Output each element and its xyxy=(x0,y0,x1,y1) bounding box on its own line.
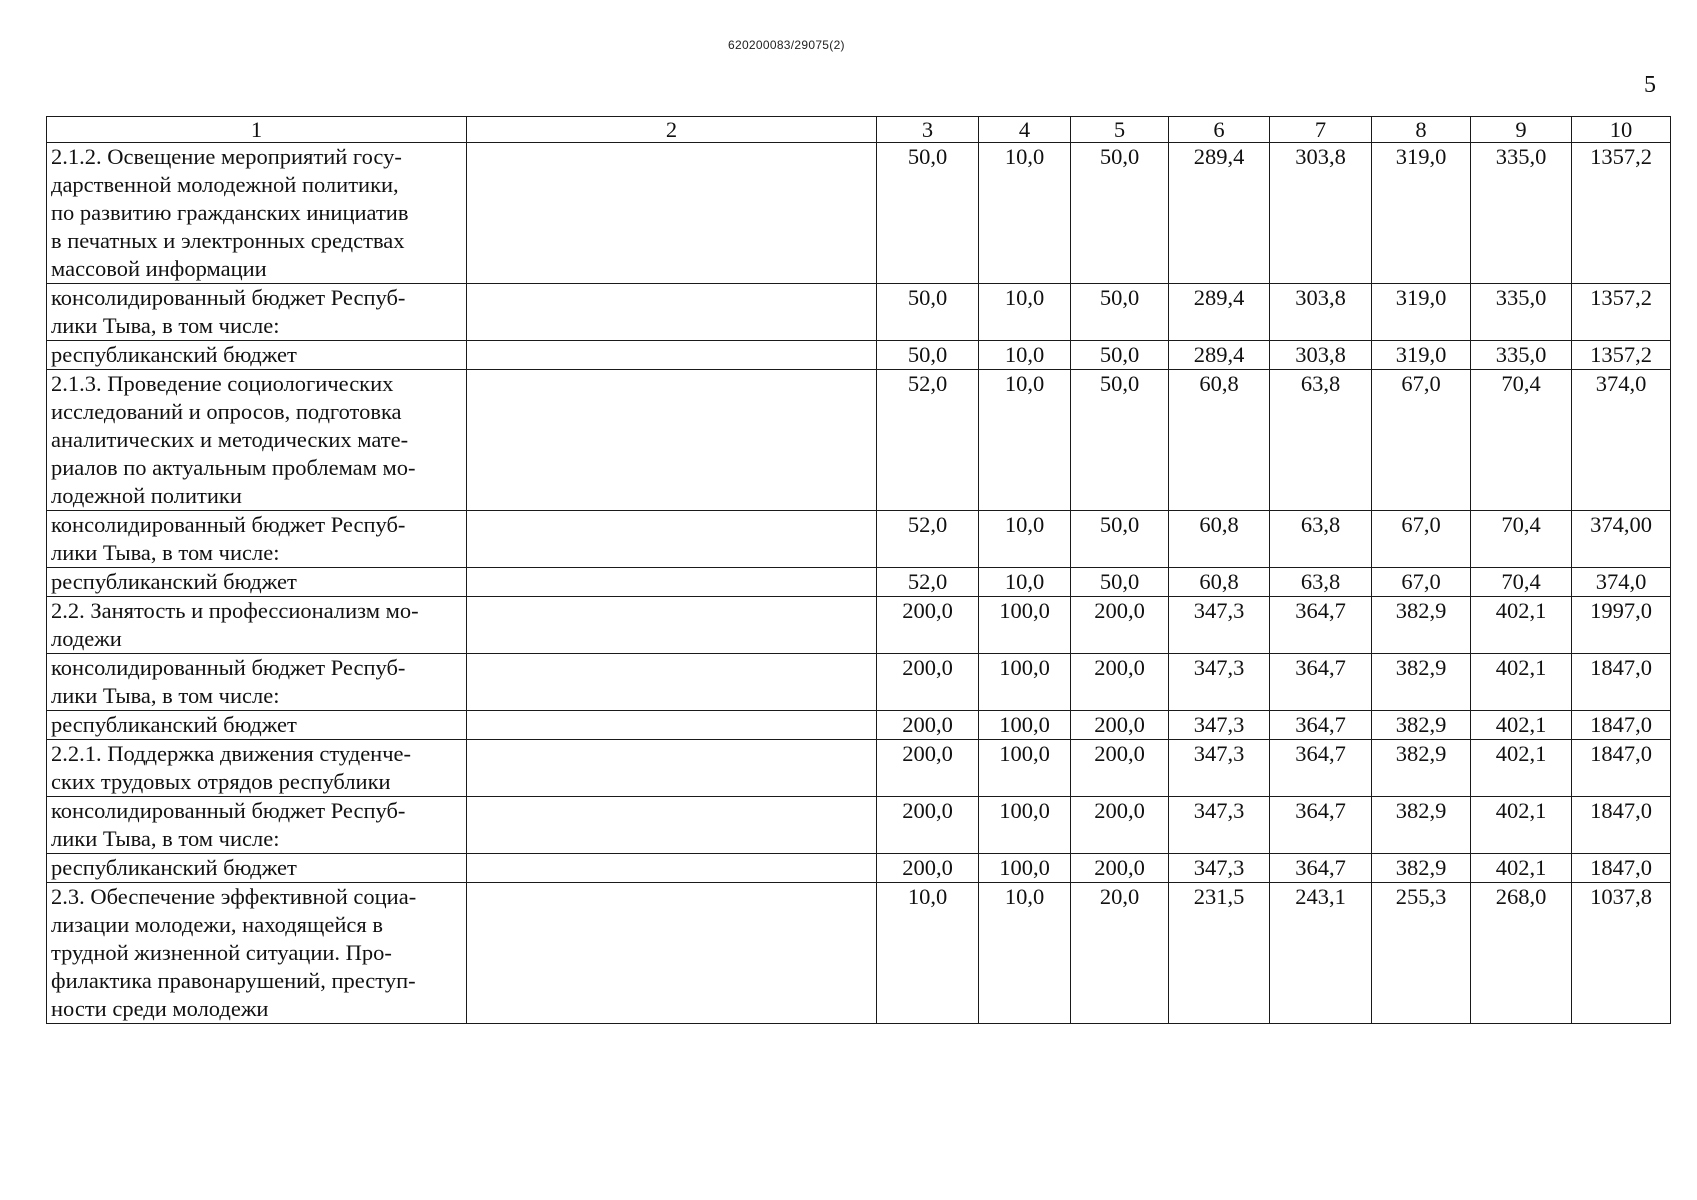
row-label-line: 2.1.3. Проведение социологических xyxy=(51,371,394,396)
row-label-line: консолидированный бюджет Респуб- xyxy=(51,285,406,310)
value-cell: 200,0 xyxy=(877,797,979,854)
row-label xyxy=(47,341,467,370)
value-cell: 374,0 xyxy=(1572,568,1671,597)
table-row xyxy=(47,284,1671,341)
column-header: 1 xyxy=(47,117,467,143)
row-col2-cell xyxy=(467,797,877,854)
value-cell: 50,0 xyxy=(877,284,979,341)
value-cell: 10,0 xyxy=(877,883,979,1024)
row-label xyxy=(47,284,467,341)
row-col2-cell xyxy=(467,654,877,711)
row-label-line: лики Тыва, в том числе: xyxy=(51,540,280,565)
row-label-line: лизации молодежи, находящейся в xyxy=(51,912,383,937)
row-label-line: ности среди молодежи xyxy=(51,996,269,1021)
row-col2-cell xyxy=(467,597,877,654)
row-label-line: 2.1.2. Освещение мероприятий госу- xyxy=(51,144,402,169)
row-col2-cell xyxy=(467,511,877,568)
value-cell: 374,0 xyxy=(1572,370,1671,511)
value-cell: 200,0 xyxy=(1071,797,1169,854)
row-label xyxy=(47,711,467,740)
row-label xyxy=(47,654,467,711)
value-cell: 20,0 xyxy=(1071,883,1169,1024)
table-row xyxy=(47,797,1671,854)
value-cell: 50,0 xyxy=(1071,511,1169,568)
row-label-line: 2.2.1. Поддержка движения студенче- xyxy=(51,741,412,766)
value-cell: 10,0 xyxy=(979,568,1071,597)
table-row xyxy=(47,341,1671,370)
table-row xyxy=(47,597,1671,654)
value-cell: 1847,0 xyxy=(1572,654,1671,711)
row-col2-cell xyxy=(467,711,877,740)
value-cell: 200,0 xyxy=(877,654,979,711)
value-cell: 289,4 xyxy=(1169,143,1270,284)
row-label-line: лодежной политики xyxy=(51,483,242,508)
value-cell: 100,0 xyxy=(979,797,1071,854)
value-cell: 1847,0 xyxy=(1572,740,1671,797)
row-label-line: массовой информации xyxy=(51,256,267,281)
row-label-line: дарственной молодежной политики, xyxy=(51,172,399,197)
value-cell: 303,8 xyxy=(1270,284,1372,341)
row-label-line: исследований и опросов, подготовка xyxy=(51,399,402,424)
value-cell: 70,4 xyxy=(1471,511,1572,568)
row-label xyxy=(47,597,467,654)
value-cell: 402,1 xyxy=(1471,711,1572,740)
row-label-line: лики Тыва, в том числе: xyxy=(51,826,280,851)
value-cell: 70,4 xyxy=(1471,370,1572,511)
value-cell: 1357,2 xyxy=(1572,341,1671,370)
row-label-line: лики Тыва, в том числе: xyxy=(51,683,280,708)
table-row xyxy=(47,143,1671,284)
row-label-line: лики Тыва, в том числе: xyxy=(51,313,280,338)
value-cell: 100,0 xyxy=(979,654,1071,711)
column-header: 3 xyxy=(877,117,979,143)
value-cell: 70,4 xyxy=(1471,568,1572,597)
value-cell: 100,0 xyxy=(979,854,1071,883)
value-cell: 364,7 xyxy=(1270,654,1372,711)
value-cell: 402,1 xyxy=(1471,740,1572,797)
value-cell: 319,0 xyxy=(1372,143,1471,284)
column-header: 9 xyxy=(1471,117,1572,143)
value-cell: 303,8 xyxy=(1270,341,1372,370)
value-cell: 52,0 xyxy=(877,370,979,511)
row-col2-cell xyxy=(467,568,877,597)
row-label xyxy=(47,511,467,568)
row-label xyxy=(47,740,467,797)
row-label-line: 2.2. Занятость и профессионализм мо- xyxy=(51,598,419,623)
value-cell: 289,4 xyxy=(1169,341,1270,370)
value-cell: 200,0 xyxy=(877,597,979,654)
value-cell: 100,0 xyxy=(979,597,1071,654)
column-header: 6 xyxy=(1169,117,1270,143)
table-row xyxy=(47,883,1671,1024)
value-cell: 347,3 xyxy=(1169,654,1270,711)
value-cell: 1847,0 xyxy=(1572,711,1671,740)
value-cell: 303,8 xyxy=(1270,143,1372,284)
value-cell: 347,3 xyxy=(1169,711,1270,740)
value-cell: 289,4 xyxy=(1169,284,1270,341)
value-cell: 347,3 xyxy=(1169,597,1270,654)
value-cell: 63,8 xyxy=(1270,511,1372,568)
value-cell: 50,0 xyxy=(1071,284,1169,341)
value-cell: 200,0 xyxy=(877,740,979,797)
table-header-row xyxy=(47,117,1671,143)
value-cell: 382,9 xyxy=(1372,740,1471,797)
value-cell: 100,0 xyxy=(979,711,1071,740)
budget-table xyxy=(46,116,1671,1024)
row-col2-cell xyxy=(467,854,877,883)
value-cell: 319,0 xyxy=(1372,284,1471,341)
row-label xyxy=(47,370,467,511)
row-label-line: республиканский бюджет xyxy=(51,342,297,367)
value-cell: 402,1 xyxy=(1471,597,1572,654)
value-cell: 1357,2 xyxy=(1572,143,1671,284)
value-cell: 382,9 xyxy=(1372,854,1471,883)
value-cell: 50,0 xyxy=(877,143,979,284)
value-cell: 231,5 xyxy=(1169,883,1270,1024)
document-id: 620200083/29075(2) xyxy=(728,38,845,52)
value-cell: 10,0 xyxy=(979,341,1071,370)
row-label xyxy=(47,568,467,597)
row-label-line: ских трудовых отрядов республики xyxy=(51,769,391,794)
column-header: 4 xyxy=(979,117,1071,143)
row-label-line: консолидированный бюджет Респуб- xyxy=(51,512,406,537)
value-cell: 10,0 xyxy=(979,143,1071,284)
column-header: 5 xyxy=(1071,117,1169,143)
value-cell: 1037,8 xyxy=(1572,883,1671,1024)
table-row xyxy=(47,654,1671,711)
value-cell: 255,3 xyxy=(1372,883,1471,1024)
value-cell: 364,7 xyxy=(1270,711,1372,740)
value-cell: 200,0 xyxy=(1071,711,1169,740)
value-cell: 335,0 xyxy=(1471,143,1572,284)
row-col2-cell xyxy=(467,883,877,1024)
value-cell: 335,0 xyxy=(1471,341,1572,370)
value-cell: 364,7 xyxy=(1270,740,1372,797)
value-cell: 200,0 xyxy=(1071,740,1169,797)
row-label-line: трудной жизненной ситуации. Про- xyxy=(51,940,392,965)
value-cell: 382,9 xyxy=(1372,654,1471,711)
value-cell: 50,0 xyxy=(1071,568,1169,597)
row-label-line: республиканский бюджет xyxy=(51,569,297,594)
row-label-line: консолидированный бюджет Респуб- xyxy=(51,655,406,680)
value-cell: 347,3 xyxy=(1169,854,1270,883)
value-cell: 268,0 xyxy=(1471,883,1572,1024)
value-cell: 50,0 xyxy=(1071,143,1169,284)
row-label-line: филактика правонарушений, преступ- xyxy=(51,968,416,993)
value-cell: 67,0 xyxy=(1372,568,1471,597)
table-row xyxy=(47,854,1671,883)
row-label xyxy=(47,883,467,1024)
row-label-line: лодежи xyxy=(51,626,122,651)
value-cell: 100,0 xyxy=(979,740,1071,797)
value-cell: 382,9 xyxy=(1372,797,1471,854)
value-cell: 364,7 xyxy=(1270,597,1372,654)
value-cell: 364,7 xyxy=(1270,854,1372,883)
column-header: 2 xyxy=(467,117,877,143)
value-cell: 67,0 xyxy=(1372,370,1471,511)
row-col2-cell xyxy=(467,143,877,284)
value-cell: 319,0 xyxy=(1372,341,1471,370)
value-cell: 52,0 xyxy=(877,568,979,597)
table-row xyxy=(47,370,1671,511)
table-row xyxy=(47,511,1671,568)
value-cell: 10,0 xyxy=(979,883,1071,1024)
value-cell: 10,0 xyxy=(979,511,1071,568)
value-cell: 382,9 xyxy=(1372,597,1471,654)
value-cell: 63,8 xyxy=(1270,568,1372,597)
table-row xyxy=(47,740,1671,797)
value-cell: 200,0 xyxy=(877,854,979,883)
value-cell: 10,0 xyxy=(979,370,1071,511)
value-cell: 402,1 xyxy=(1471,654,1572,711)
value-cell: 200,0 xyxy=(1071,654,1169,711)
row-col2-cell xyxy=(467,341,877,370)
value-cell: 374,00 xyxy=(1572,511,1671,568)
value-cell: 347,3 xyxy=(1169,740,1270,797)
value-cell: 1847,0 xyxy=(1572,854,1671,883)
value-cell: 50,0 xyxy=(877,341,979,370)
row-label-line: консолидированный бюджет Респуб- xyxy=(51,798,406,823)
row-label xyxy=(47,143,467,284)
value-cell: 60,8 xyxy=(1169,370,1270,511)
value-cell: 243,1 xyxy=(1270,883,1372,1024)
value-cell: 60,8 xyxy=(1169,511,1270,568)
value-cell: 63,8 xyxy=(1270,370,1372,511)
value-cell: 1997,0 xyxy=(1572,597,1671,654)
value-cell: 402,1 xyxy=(1471,797,1572,854)
row-label-line: риалов по актуальным проблемам мо- xyxy=(51,455,416,480)
column-header: 10 xyxy=(1572,117,1671,143)
value-cell: 1847,0 xyxy=(1572,797,1671,854)
table-row xyxy=(47,711,1671,740)
value-cell: 335,0 xyxy=(1471,284,1572,341)
row-label-line: аналитических и методических мате- xyxy=(51,427,409,452)
value-cell: 402,1 xyxy=(1471,854,1572,883)
value-cell: 1357,2 xyxy=(1572,284,1671,341)
column-header: 7 xyxy=(1270,117,1372,143)
row-label-line: в печатных и электронных средствах xyxy=(51,228,405,253)
value-cell: 200,0 xyxy=(1071,597,1169,654)
table-body xyxy=(47,143,1671,1024)
row-label-line: по развитию гражданских инициатив xyxy=(51,200,409,225)
value-cell: 10,0 xyxy=(979,284,1071,341)
value-cell: 50,0 xyxy=(1071,370,1169,511)
value-cell: 200,0 xyxy=(877,711,979,740)
value-cell: 200,0 xyxy=(1071,854,1169,883)
page-number: 5 xyxy=(1644,72,1656,98)
row-label-line: республиканский бюджет xyxy=(51,855,297,880)
value-cell: 52,0 xyxy=(877,511,979,568)
row-col2-cell xyxy=(467,284,877,341)
row-label-line: 2.3. Обеспечение эффективной социа- xyxy=(51,884,417,909)
value-cell: 67,0 xyxy=(1372,511,1471,568)
row-col2-cell xyxy=(467,740,877,797)
value-cell: 382,9 xyxy=(1372,711,1471,740)
row-label-line: республиканский бюджет xyxy=(51,712,297,737)
row-label xyxy=(47,854,467,883)
value-cell: 50,0 xyxy=(1071,341,1169,370)
value-cell: 364,7 xyxy=(1270,797,1372,854)
value-cell: 60,8 xyxy=(1169,568,1270,597)
table-row xyxy=(47,568,1671,597)
value-cell: 347,3 xyxy=(1169,797,1270,854)
column-header: 8 xyxy=(1372,117,1471,143)
row-col2-cell xyxy=(467,370,877,511)
row-label xyxy=(47,797,467,854)
